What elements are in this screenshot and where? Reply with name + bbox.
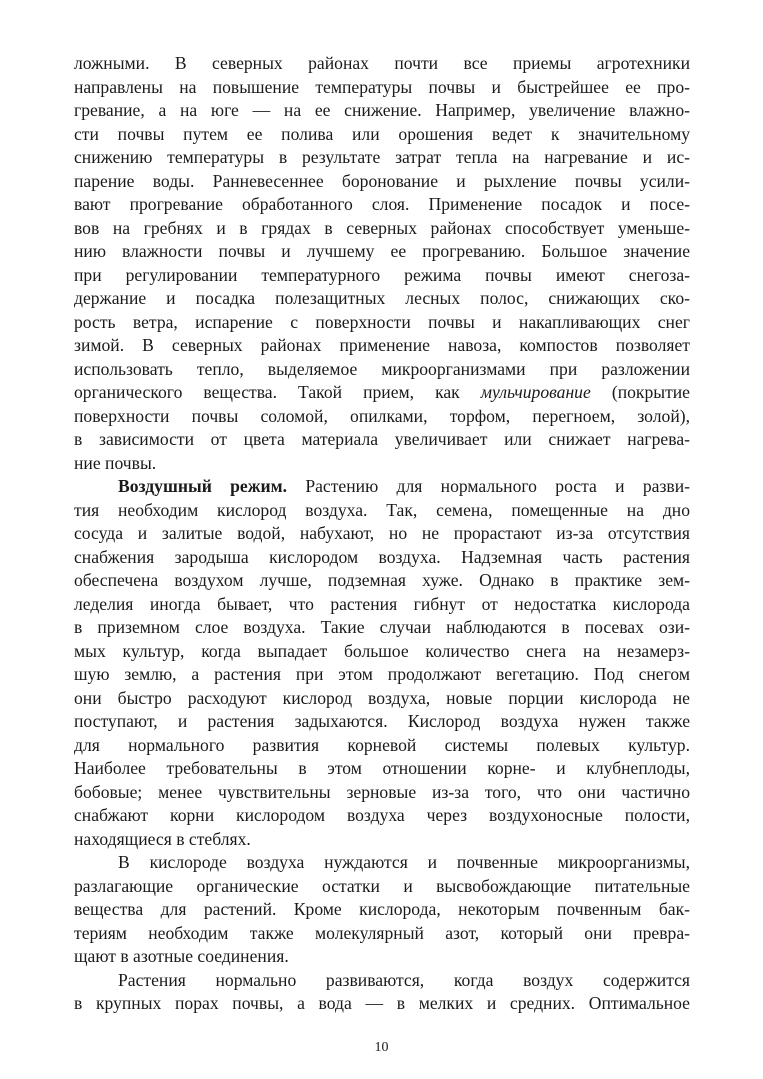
text-line: сосуда и залитые водой, набухают, но не прорастают из-за отсутствия [74, 523, 690, 543]
text-line: нию влажности почвы и лучшему ее прогреванию. Большое значение [74, 241, 690, 261]
text-line: в крупных порах почвы, а вода — в мелких и средних. Оптимальное [74, 993, 690, 1013]
italic-term-mulching: мульчирование [480, 382, 591, 402]
text-line: щают в азотные соединения. [74, 946, 289, 966]
paragraph-temperature-regime [74, 52, 690, 475]
text-line: леделия иногда бывает, что растения гибнут от недостатка кислорода [74, 593, 690, 614]
text-line: обеспечена воздухом лучше, подземная хуже. Однако в практике зем- [74, 570, 690, 590]
text-line: они быстро расходуют кислород воздуха, новые порции кислорода не [74, 687, 690, 708]
text-line: вают прогревание обработанного слоя. Применение посадок и посе- [74, 194, 690, 214]
text-line: ние почвы. [74, 452, 157, 473]
text-line: поступают, и растения задыхаются. Кислород воздуха нужен также [74, 711, 690, 731]
text-line: ложными. В северных районах почти все приемы агротехники [74, 53, 690, 73]
text-fragment: органического вещества. Такой прием, как [74, 382, 481, 402]
text-line: рость ветра, испарение с поверхности почвы и накапливающих снег [74, 311, 690, 332]
text-line: шую землю, а растения при этом продолжают вегетацию. Под снегом [74, 664, 690, 684]
text-line: разлагающие органические остатки и высвобождающие питательные [74, 875, 690, 896]
section-heading-air-regime: Воздушный режим. [118, 476, 288, 496]
text-line: мых культур, когда выпадает большое количество снега на незамерз- [74, 640, 690, 661]
text-line: В кислороде воздуха нуждаются и почвенные микроорганизмы, [118, 852, 690, 872]
text-line-with-term [74, 381, 690, 405]
paragraph-soil-pores [74, 969, 690, 1016]
text-line: держание и посадка полезащитных лесных полос, снижающих ско- [74, 288, 690, 308]
text-line: использовать тепло, выделяемое микроорганизмами при разложении [74, 358, 690, 379]
page-body [74, 52, 690, 1016]
text-line: снабжения зародыша кислородом воздуха. Надземная часть растения [74, 546, 690, 567]
text-line: териям необходим также молекулярный азот, который они превра- [74, 922, 690, 943]
text-line: поверхности почвы соломой, опилками, торфом, перегноем, золой), [74, 405, 690, 426]
text-line: бобовые; менее чувствительны зерновые из-за того, что они частично [74, 781, 690, 802]
text-fragment: (покрытие [590, 382, 690, 402]
text-line: находящиеся в стеблях. [74, 828, 251, 849]
text-line: парение воды. Ранневесеннее боронование и рыхление почвы усили- [74, 170, 690, 191]
text-fragment: Растению для нормального роста и разви- [287, 476, 690, 496]
text-line: снабжают корни кислородом воздуха через воздухоносные полости, [74, 805, 690, 825]
paragraph-soil-microorganisms [74, 851, 690, 969]
text-line: гревание, а на юге — на ее снижение. Например, увеличение влажно- [74, 100, 690, 120]
paragraph-air-regime [74, 475, 690, 851]
text-line: Растения нормально развиваются, когда воздух содержится [118, 969, 690, 990]
text-line-with-heading [74, 475, 690, 499]
text-line: в приземном слое воздуха. Такие случаи наблюдаются в посевах ози- [74, 617, 690, 637]
text-line: в зависимости от цвета материала увеличивает или снижает нагрева- [74, 429, 690, 449]
text-line: сти почвы путем ее полива или орошения ведет к значительному [74, 123, 690, 144]
text-line: зимой. В северных районах применение навоза, компостов позволяет [74, 335, 690, 355]
text-line: Наиболее требовательны в этом отношении корне- и клубнеплоды, [74, 758, 690, 778]
text-line: при регулировании температурного режима почвы имеют снегоза- [74, 264, 690, 285]
page-number: 10 [374, 1040, 389, 1055]
text-line: для нормального развития корневой системы полевых культур. [74, 734, 690, 755]
text-line: вов на гребнях и в грядах в северных районах способствует уменьше- [74, 217, 690, 238]
text-line: снижению температуры в результате затрат тепла на нагревание и ис- [74, 147, 690, 167]
text-line: направлены на повышение температуры почвы и быстрейшее ее про- [74, 76, 690, 97]
text-line: вещества для растений. Кроме кислорода, некоторым почвенным бак- [74, 899, 690, 919]
text-line: тия необходим кислород воздуха. Так, семена, помещенные на дно [74, 499, 690, 520]
